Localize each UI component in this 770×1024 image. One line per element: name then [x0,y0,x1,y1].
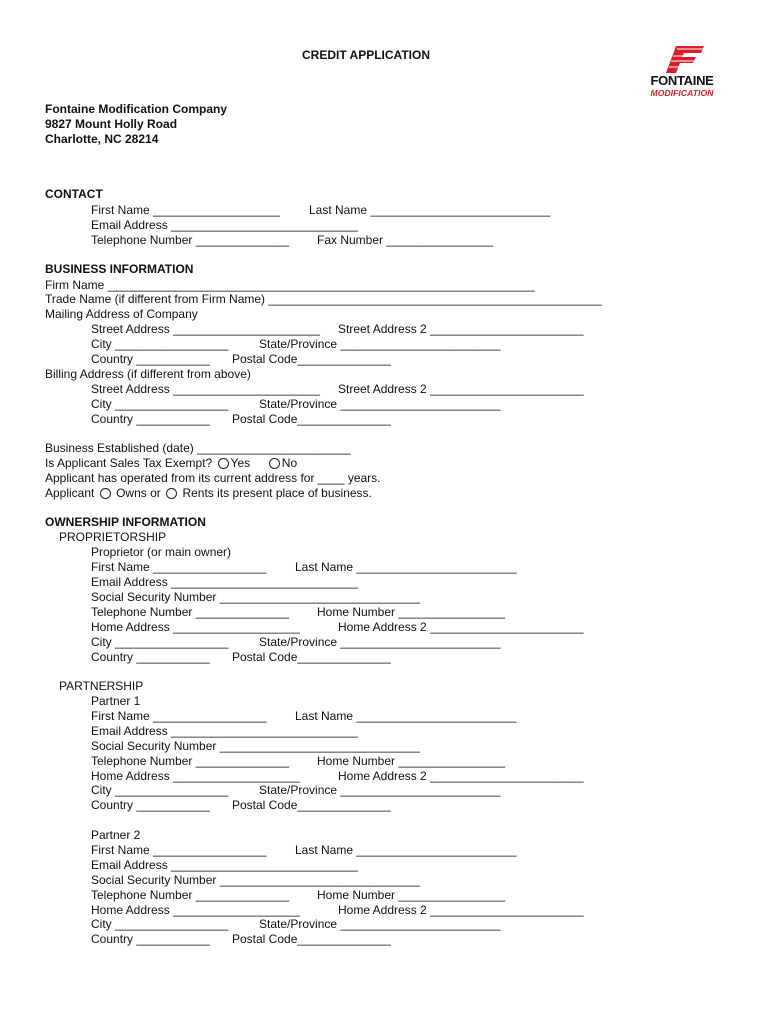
billing-street-field[interactable]: Street Address ______________________ [91,382,320,396]
partner1-home-address-field[interactable]: Home Address ___________________ [91,769,300,783]
billing-address-heading: Billing Address (if different from above) [45,367,251,381]
partner2-city-field[interactable]: City _________________ [91,917,229,931]
trade-name-field[interactable]: Trade Name (if different from Firm Name) __________________________________________________ [45,292,603,306]
partner2-country-field[interactable]: Country ___________ [91,932,210,946]
contact-telephone-field[interactable]: Telephone Number ______________ [91,233,290,247]
partner1-city-field[interactable]: City _________________ [91,783,229,797]
tax-exempt-row [45,456,297,470]
owns-label: Owns or [116,486,161,500]
partner1-home-number-field[interactable]: Home Number ________________ [317,754,506,768]
billing-country-field[interactable]: Country ___________ [91,412,210,426]
logo-text-line1: FONTAINE [650,73,714,88]
partner2-postal-field[interactable]: Postal Code______________ [232,932,391,946]
partner1-postal-field[interactable]: Postal Code______________ [232,798,391,812]
logo-text-line2: MODIFICATION [650,88,714,98]
partner2-home-address-field[interactable]: Home Address ___________________ [91,903,300,917]
partner2-email-field[interactable]: Email Address ____________________________ [91,858,358,872]
mailing-city-field[interactable]: City _________________ [91,337,229,351]
tax-exempt-yes-radio[interactable] [218,458,229,469]
proprietor-home-number-field[interactable]: Home Number ________________ [317,605,506,619]
proprietor-city-field[interactable]: City _________________ [91,635,229,649]
mailing-street2-field[interactable]: Street Address 2 _______________________ [338,322,584,336]
partner1-email-field[interactable]: Email Address ____________________________ [91,724,358,738]
applicant-label: Applicant [45,486,95,500]
business-established-field[interactable]: Business Established (date) _______________________ [45,441,351,455]
proprietor-subheading: Proprietor (or main owner) [91,545,232,559]
partner2-home-number-field[interactable]: Home Number ________________ [317,888,506,902]
partner1-first-name-field[interactable]: First Name _________________ [91,709,267,723]
partner2-home-address2-field[interactable]: Home Address 2 _______________________ [338,903,584,917]
partner2-state-field[interactable]: State/Province ________________________ [259,917,501,931]
tax-exempt-yes-label: Yes [230,456,251,470]
mailing-address-heading: Mailing Address of Company [45,307,198,321]
billing-street2-field[interactable]: Street Address 2 _______________________ [338,382,584,396]
proprietor-email-field[interactable]: Email Address ____________________________ [91,575,358,589]
contact-heading: CONTACT [45,187,103,201]
mailing-postal-field[interactable]: Postal Code______________ [232,352,391,366]
business-heading: BUSINESS INFORMATION [45,262,194,276]
ownership-heading: OWNERSHIP INFORMATION [45,515,206,529]
page-title: CREDIT APPLICATION [302,48,430,62]
partner2-ssn-field[interactable]: Social Security Number ______________________________ [91,873,420,887]
mailing-street-field[interactable]: Street Address ______________________ [91,322,320,336]
rents-radio[interactable] [166,488,177,499]
company-city: Charlotte, NC 28214 [45,132,159,146]
mailing-country-field[interactable]: Country ___________ [91,352,210,366]
partner1-last-name-field[interactable]: Last Name ________________________ [295,709,517,723]
company-name: Fontaine Modification Company [45,102,227,116]
proprietor-state-field[interactable]: State/Province ________________________ [259,635,501,649]
proprietor-postal-field[interactable]: Postal Code______________ [232,650,391,664]
proprietor-telephone-field[interactable]: Telephone Number ______________ [91,605,290,619]
contact-email-field[interactable]: Email Address ____________________________ [91,218,358,232]
partner2-first-name-field[interactable]: First Name _________________ [91,843,267,857]
partnership-heading: PARTNERSHIP [59,679,144,693]
partner2-last-name-field[interactable]: Last Name ________________________ [295,843,517,857]
proprietor-country-field[interactable]: Country ___________ [91,650,210,664]
proprietor-ssn-field[interactable]: Social Security Number ______________________________ [91,590,420,604]
mailing-state-field[interactable]: State/Province ________________________ [259,337,501,351]
fontaine-logo [636,44,728,100]
partner1-ssn-field[interactable]: Social Security Number ______________________________ [91,739,420,753]
contact-fax-field[interactable]: Fax Number ________________ [317,233,494,247]
partner1-home-address2-field[interactable]: Home Address 2 _______________________ [338,769,584,783]
partner1-subheading: Partner 1 [91,694,141,708]
billing-state-field[interactable]: State/Province ________________________ [259,397,501,411]
rents-label: Rents its present place of business. [182,486,372,500]
proprietor-home-address-field[interactable]: Home Address ___________________ [91,620,300,634]
years-operated-field[interactable]: Applicant has operated from its current address for ____ years. [45,471,381,485]
tax-exempt-question: Is Applicant Sales Tax Exempt? [45,456,213,470]
owns-radio[interactable] [100,488,111,499]
proprietor-first-name-field[interactable]: First Name _________________ [91,560,267,574]
fontaine-f-mark-icon [636,44,728,74]
partner2-telephone-field[interactable]: Telephone Number ______________ [91,888,290,902]
tax-exempt-no-label: No [281,456,298,470]
billing-postal-field[interactable]: Postal Code______________ [232,412,391,426]
own-rent-row [45,486,372,500]
proprietor-home-address2-field[interactable]: Home Address 2 _______________________ [338,620,584,634]
billing-city-field[interactable]: City _________________ [91,397,229,411]
partner2-subheading: Partner 2 [91,828,141,842]
company-street: 9827 Mount Holly Road [45,117,178,131]
tax-exempt-no-radio[interactable] [269,458,280,469]
contact-first-name-field[interactable]: First Name ___________________ [91,203,280,217]
partner1-telephone-field[interactable]: Telephone Number ______________ [91,754,290,768]
partner1-country-field[interactable]: Country ___________ [91,798,210,812]
firm-name-field[interactable]: Firm Name ________________________________________________________________ [45,278,535,292]
proprietor-last-name-field[interactable]: Last Name ________________________ [295,560,517,574]
contact-last-name-field[interactable]: Last Name ___________________________ [309,203,551,217]
partner1-state-field[interactable]: State/Province ________________________ [259,783,501,797]
proprietorship-heading: PROPRIETORSHIP [59,530,167,544]
